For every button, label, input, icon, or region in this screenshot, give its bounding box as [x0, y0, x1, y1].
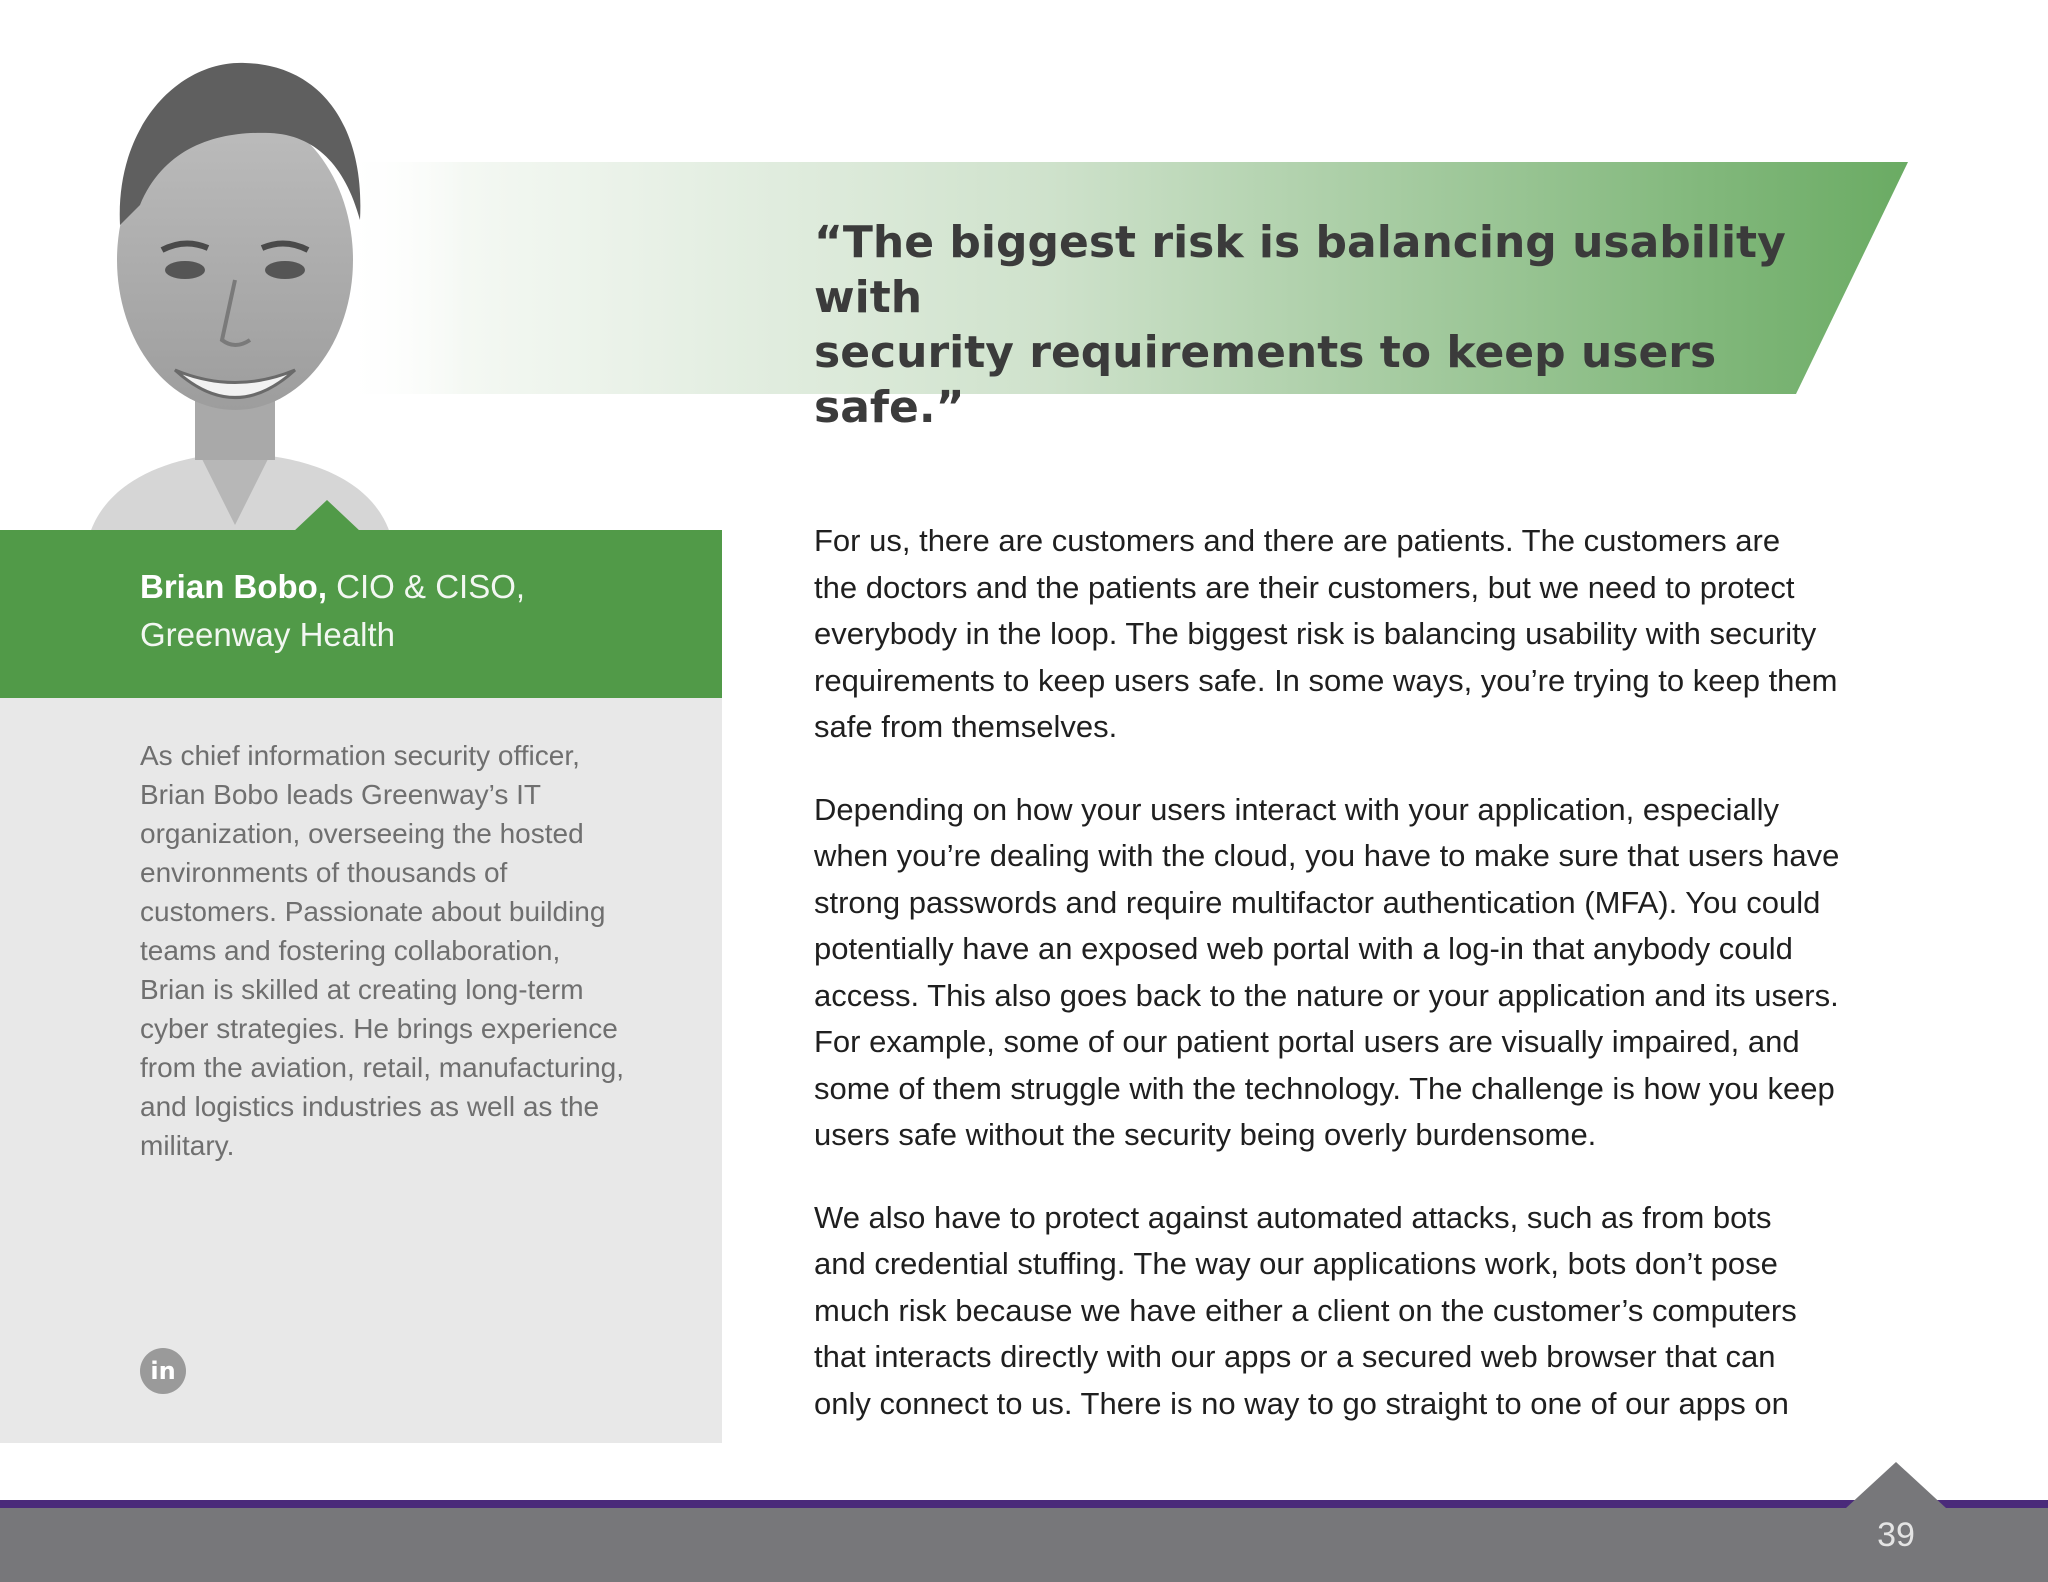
body-line: the doctors and the patients are their customers, but we need to protect [814, 569, 1795, 605]
body-line: and credential stuffing. The way our applications work, bots don’t pose [814, 1246, 1778, 1281]
body-line: For us, there are customers and there are patients. The customers are [814, 523, 1781, 558]
bio-line: teams and fostering collaboration, [140, 935, 561, 966]
bio-line: cyber strategies. He brings experience [140, 1013, 618, 1044]
body-paragraph [814, 1195, 1854, 1428]
body-line: everybody in the loop. The biggest risk is balancing usability with security [814, 616, 1817, 651]
footer-accent-line [0, 1500, 2048, 1508]
body-line: strong passwords and require multifactor authentication (MFA). You could [814, 884, 1821, 920]
pull-quote-line: “The biggest risk is balancing usability with [814, 217, 1786, 323]
body-line: access. This also goes back to the nature or your application and its users. [814, 977, 1839, 1013]
pull-quote-line: security requirements to keep users safe.” [814, 327, 1717, 433]
bio-line: organization, overseeing the hosted [140, 818, 584, 849]
body-line: For example, some of our patient portal users are visually impaired, and [814, 1024, 1800, 1059]
headshot-photo [70, 55, 400, 535]
bio-line: As chief information security officer, [140, 740, 580, 771]
body-line: that interacts directly with our apps or a secured web browser that can [814, 1339, 1776, 1374]
body-line: users safe without the security being overly burdensome. [814, 1117, 1597, 1152]
body-line: potentially have an exposed web portal with a log-in that anybody could [814, 931, 1793, 966]
interview-body [814, 518, 1854, 1463]
body-line: when you’re dealing with the cloud, you have to make sure that users have [814, 838, 1840, 873]
profile-name: Brian Bobo, [140, 568, 327, 605]
body-paragraph [814, 518, 1854, 751]
body-line: Depending on how your users interact with your application, especially [814, 791, 1779, 827]
footer-notch [1846, 1462, 1946, 1508]
linkedin-icon-text: in [150, 1357, 176, 1385]
body-line: much risk because we have either a client on the customer’s computers [814, 1292, 1797, 1328]
body-line: requirements to keep users safe. In some ways, you’re trying to keep them [814, 662, 1838, 698]
body-line: some of them struggle with the technology. The challenge is how you keep [814, 1070, 1835, 1106]
bio-line: environments of thousands of [140, 857, 508, 888]
body-line: We also have to protect against automated attacks, such as from bots [814, 1199, 1772, 1235]
bio-line: military. [140, 1130, 235, 1161]
profile-role: CIO & CISO, Greenway Health [140, 568, 526, 653]
profile-name-line [140, 563, 680, 659]
linkedin-icon[interactable] [140, 1348, 186, 1394]
body-line: only connect to us. There is no way to go straight to one of our apps on [814, 1385, 1789, 1421]
pull-quote [814, 215, 1814, 435]
bio-line: and logistics industries as well as the [140, 1091, 600, 1122]
footer-bar [0, 1508, 2048, 1582]
name-box-notch [293, 500, 361, 532]
body-paragraph [814, 787, 1854, 1159]
page-number: 39 [1877, 1516, 1915, 1554]
bio-line: from the aviation, retail, manufacturing, [140, 1052, 625, 1083]
bio-line: Brian is skilled at creating long-term [140, 974, 584, 1005]
profile-bio [140, 736, 660, 1165]
bio-line: customers. Passionate about building [140, 896, 606, 927]
bio-line: Brian Bobo leads Greenway’s IT [140, 779, 542, 810]
body-line: safe from themselves. [814, 709, 1118, 744]
